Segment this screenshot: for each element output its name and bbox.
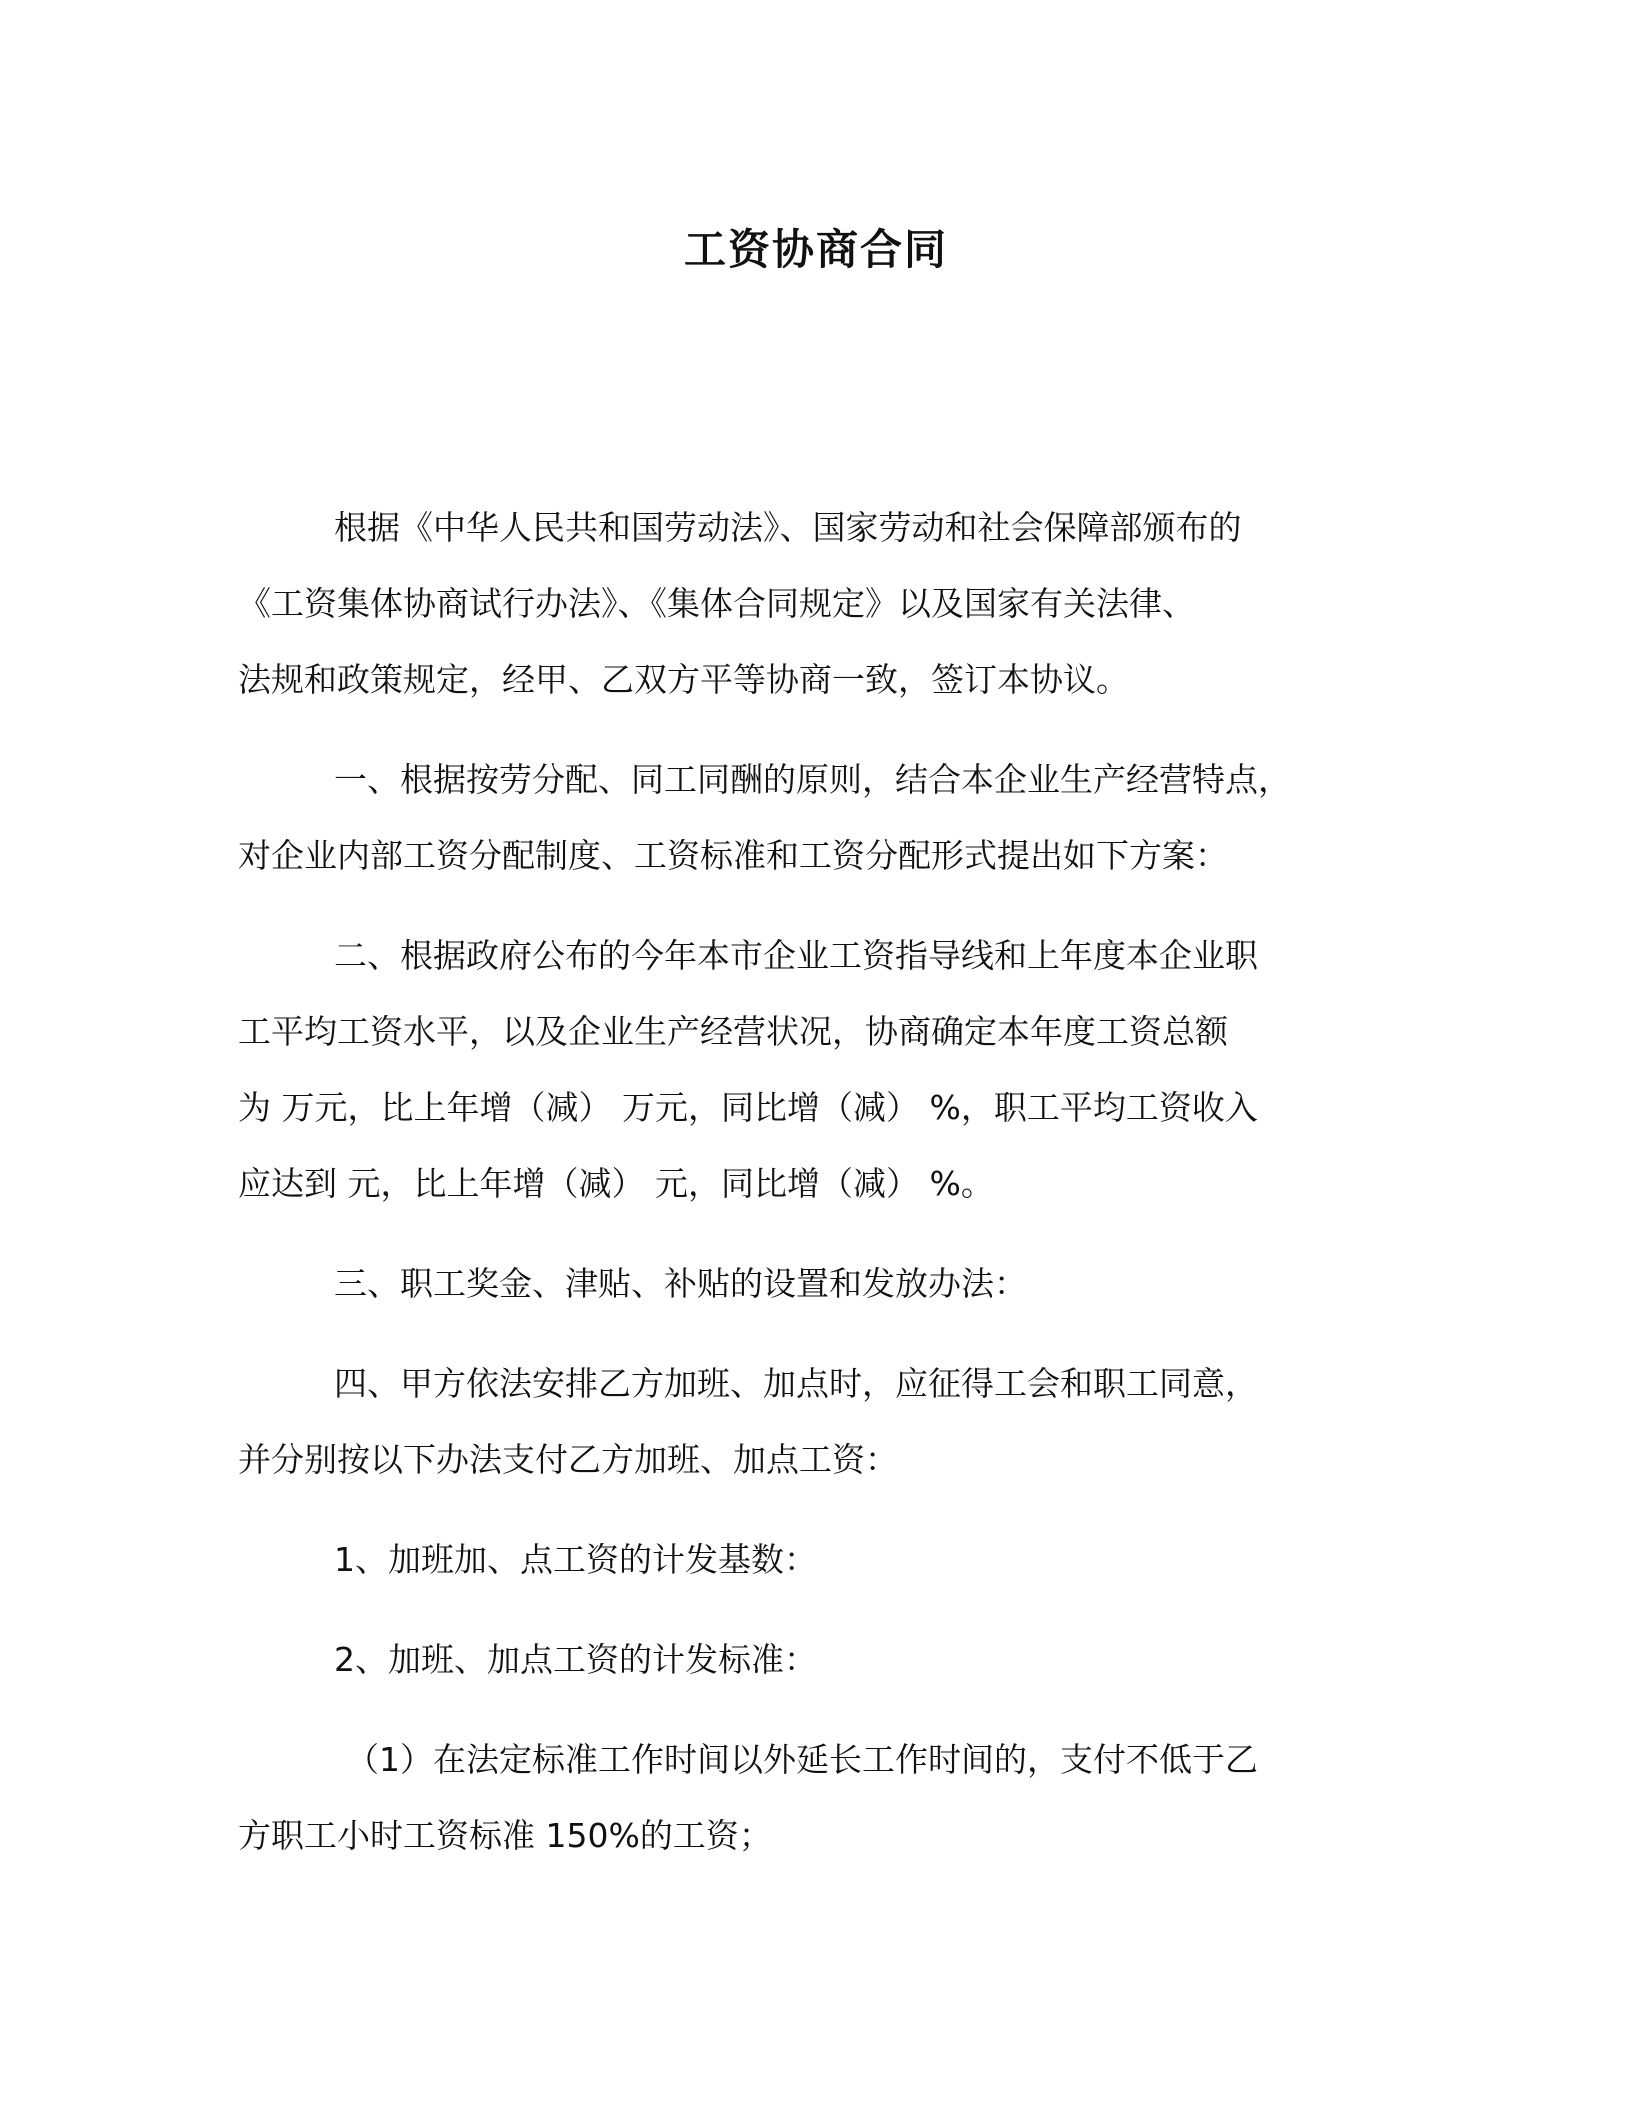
paragraph-line: 一、根据按劳分配、同工同酬的原则，结合本企业生产经营特点，: [334, 760, 1291, 799]
paragraph-subitem-1: [238, 1722, 1398, 1874]
paragraph-line: 2、加班、加点工资的计发标准：: [334, 1640, 817, 1679]
paragraph-item-2: [238, 1622, 1398, 1698]
paragraph-line: 四、甲方依法安排乙方加班、加点时，应征得工会和职工同意，: [334, 1364, 1258, 1403]
paragraph-clause-4: [238, 1346, 1398, 1498]
paragraph-item-1: [238, 1522, 1398, 1598]
paragraph-line: 二、根据政府公布的今年本市企业工资指导线和上年度本企业职: [334, 936, 1258, 975]
paragraph-preamble: [238, 490, 1398, 718]
paragraph-clause-2: [238, 918, 1398, 1222]
paragraph-line: 并分别按以下办法支付乙方加班、加点工资：: [238, 1440, 898, 1479]
paragraph-line: 对企业内部工资分配制度、工资标准和工资分配形式提出如下方案：: [238, 836, 1228, 875]
paragraph-line: 1、加班加、点工资的计发基数：: [334, 1540, 817, 1579]
paragraph-line: 方职工小时工资标准 150%的工资；: [238, 1816, 772, 1855]
paragraph-line: 《工资集体协商试行办法》、《集体合同规定》以及国家有关法律、: [238, 584, 1195, 623]
paragraph-clause-3: [238, 1246, 1398, 1322]
paragraph-line: 法规和政策规定，经甲、乙双方平等协商一致，签订本协议。: [238, 660, 1129, 699]
document-title: 工资协商合同: [683, 225, 948, 274]
paragraph-line: 应达到 元，比上年增（减） 元，同比增（减） %。: [238, 1164, 994, 1203]
paragraph-line: 为 万元，比上年增（减） 万元，同比增（减） %，职工平均工资收入: [238, 1088, 1258, 1127]
paragraph-line: 三、职工奖金、津贴、补贴的设置和发放办法：: [334, 1264, 1027, 1303]
paragraph-line: 工平均工资水平，以及企业生产经营状况，协商确定本年度工资总额: [238, 1012, 1228, 1051]
paragraph-line: 根据《中华人民共和国劳动法》、国家劳动和社会保障部颁布的: [334, 508, 1242, 547]
paragraph-clause-1: [238, 742, 1398, 894]
document-body: [238, 490, 1398, 1898]
paragraph-line: （1）在法定标准工作时间以外延长工作时间的，支付不低于乙: [346, 1740, 1258, 1779]
